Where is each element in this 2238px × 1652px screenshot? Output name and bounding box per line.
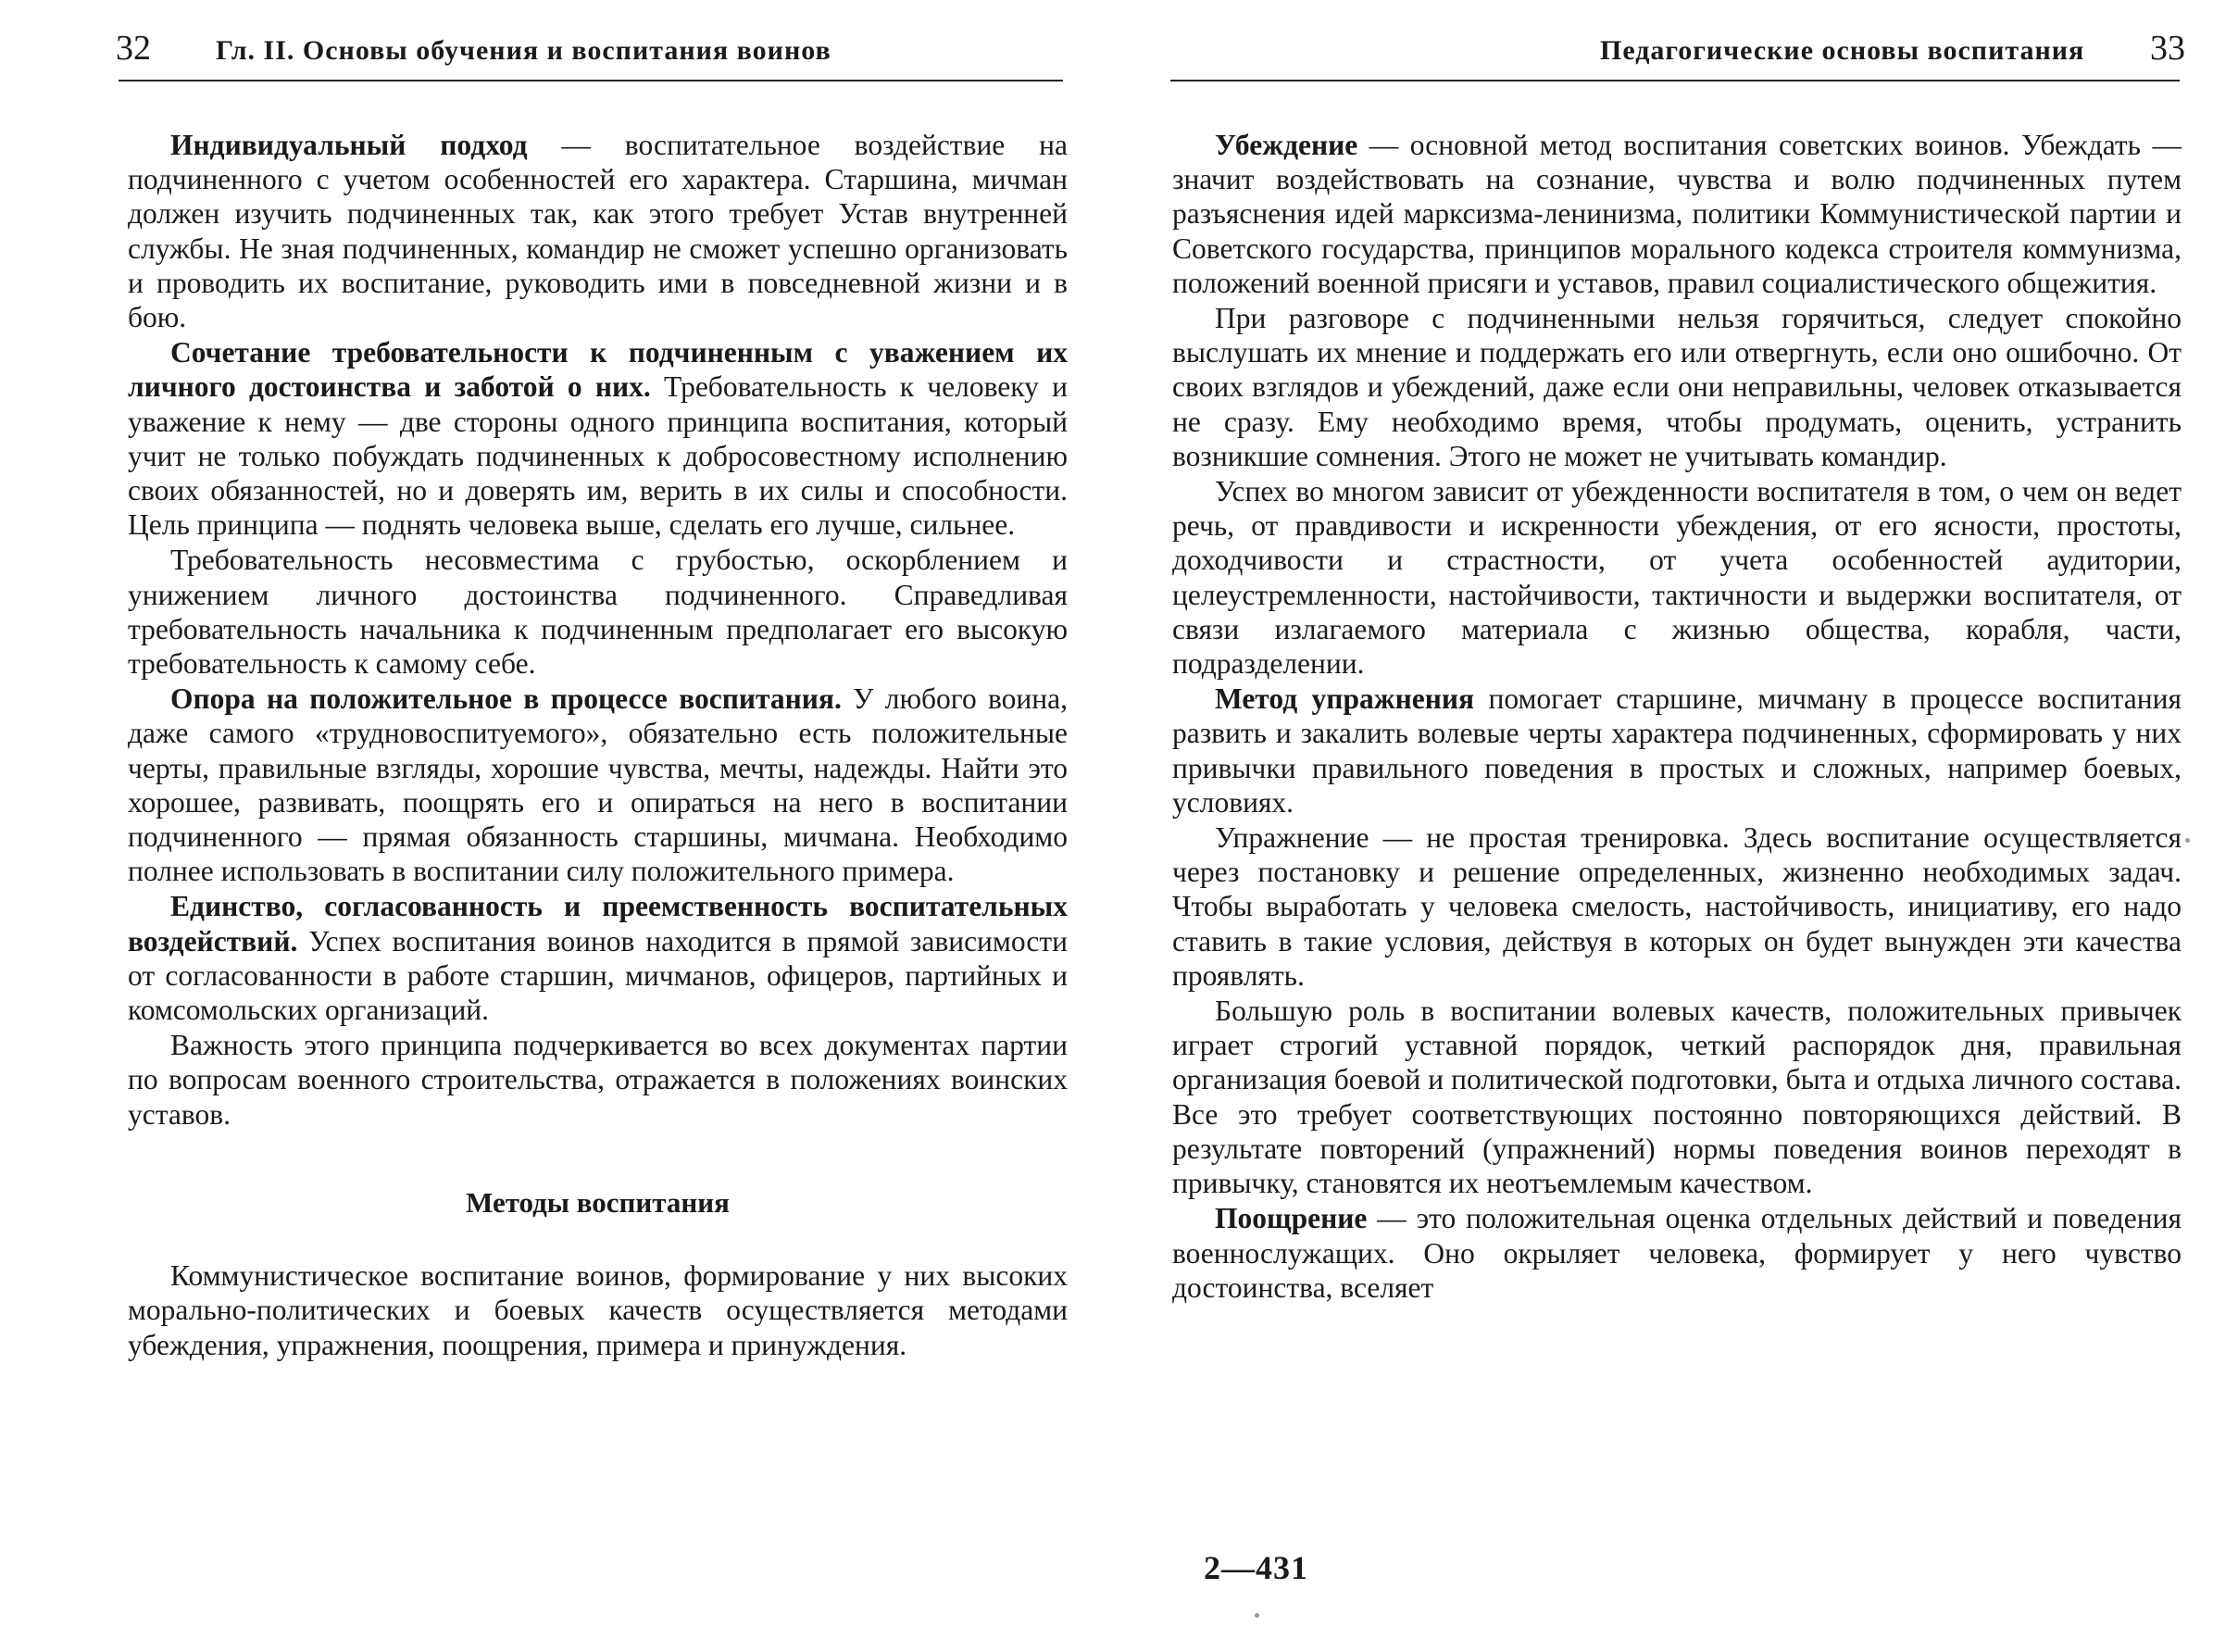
paragraph (1172, 682, 2182, 820)
paragraph-text: Важность этого принципа подчеркивается во всех документах партии по вопросам военного строительства, отражается в положениях воинских уставов. (128, 1029, 1068, 1131)
left-header-rule (119, 80, 1063, 81)
paragraph (1172, 994, 2182, 1200)
paragraph-lead: Сочетание требовательности к подчиненным с уважением их личного достоинства и заботой о них. (128, 336, 1068, 404)
paragraph (1172, 128, 2182, 300)
paragraph-text: Успех воспитания воинов находится в прямой зависимости от согласованности в работе старшин, мичманов, офицеров, партийных и комсомольских организаций. (128, 924, 1068, 1027)
right-page-number: 33 (2150, 29, 2185, 68)
left-running-head (116, 28, 1077, 74)
paragraph-text: — это положительная оценка отдельных действий и поведения военнослужащих. Оно окрыляет человека, формирует у него чувство достоинства, вселяет (1172, 1202, 2182, 1304)
paragraph (128, 543, 1068, 681)
paragraph-lead: Поощрение (1215, 1202, 1368, 1235)
left-page-number: 32 (116, 29, 151, 68)
paragraph (1172, 474, 2182, 681)
paragraph (128, 1028, 1068, 1132)
paragraph-text: У любого воина, даже самого «трудновоспитуемого», обязательно есть положительные черты, правильные взгляды, хорошие чувства, мечты, надежды. Найти это хорошее, развивать, поощрять его и опираться на него в воспитании подчиненного — прямая обязанность старшины, мичмана. Необходимо полнее использовать в воспитании силу положительного примера. (128, 682, 1068, 888)
left-text-block (128, 128, 1068, 1363)
left-running-title: Гл. II. Основы обучения и воспитания воинов (216, 35, 831, 66)
paragraph-lead: Индивидуальный подход (170, 129, 528, 161)
right-running-head (1174, 28, 2185, 74)
paragraph (128, 682, 1068, 888)
paragraph (128, 335, 1068, 542)
section-heading: Методы воспитания (466, 1185, 730, 1219)
paragraph (1172, 1201, 2182, 1305)
paragraph-lead: Опора на положительное в процессе воспитания. (170, 682, 842, 716)
paragraph-text: При разговоре с подчиненными нельзя горячиться, следует спокойно выслушать их мнение и поддержать его или отвергнуть, если оно ошибочно. От своих взглядов и убеждений, даже если они неправильны, человек отказывается не сразу. Ему необходимо время, чтобы продумать, оценить, устранить возникшие сомнения. Этого не может не учитывать командир. (1172, 302, 2182, 472)
paragraph-lead: Убеждение (1215, 129, 1358, 161)
paragraph-text: Требовательность несовместима с грубостью, оскорблением и унижением личного достоинства подчиненного. Справедливая требовательность начальника к подчиненным предполагает его высокую требовательность к самому себе. (128, 544, 1068, 681)
paragraph-text: Большую роль в воспитании волевых качеств, положительных привычек играет строгий уставной порядок, четкий распорядок дня, правильная организация боевой и политической подготовки, быта и отдыха личного состава. Все это требует соответствующих постоянно повторяющихся действий. В результате повторений (упражнений) нормы поведения воинов переходят в привычку, становятся их неотъемлемым качеством. (1172, 995, 2182, 1200)
paragraph-lead: Метод упражнения (1215, 682, 1475, 716)
paragraph-lead: Единство, согласованность и преемственность воспитательных воздействий. (128, 890, 1068, 957)
right-page (1119, 0, 2238, 1652)
paragraph (128, 889, 1068, 1027)
right-text-block (1172, 128, 2182, 1306)
paragraph-text: помогает старшине, мичману в процессе воспитания развить и закалить волевые черты характера подчиненных, сформировать у них привычки правильного поведения в простых и сложных, например боевых, условиях. (1172, 682, 2182, 819)
closing-paragraph: Коммунистическое воспитание воинов, формирование у них высоких морально-политических и боевых качеств осуществляется методами убеждения, упражнения, поощрения, примера и принуждения. (128, 1259, 1068, 1361)
paragraph-text: — воспитательное воздействие на подчиненного с учетом особенностей его характера. Старшина, мичман должен изучить подчиненных так, как этого требует Устав внутренней службы. Не зная подчиненных, командир не сможет успешно организовать и проводить их воспитание, руководить ими в повседневной жизни и в бою. (128, 129, 1068, 334)
printer-signature: 2—431 (1204, 1549, 1308, 1586)
paragraph (1172, 820, 2182, 993)
paragraph-text: Успех во многом зависит от убежденности воспитателя в том, о чем он ведет речь, от правдивости и искренности убеждения, от его ясности, простоты, доходчивости и страстности, от учета особенностей аудитории, целеустремленности, настойчивости, тактичности и выдержки воспитателя, от связи излагаемого материала с жизнью общества, корабля, части, подразделении. (1172, 475, 2182, 681)
paragraph-text: Требовательность к человеку и уважение к нему — две стороны одного принципа воспитания, который учит не только побуждать подчиненных к добросовестному исполнению своих обязанностей, но и доверять им, верить в их силы и способности. Цель принципа — поднять человека выше, сделать его лучше, сильнее. (128, 370, 1068, 542)
right-header-rule (1170, 80, 2180, 81)
print-speck (1255, 1613, 1259, 1618)
print-speck (2185, 838, 2190, 843)
paragraph (128, 128, 1068, 334)
paragraph-text: Упражнение — не простая тренировка. Здесь воспитание осуществляется через постановку и решение определенных, жизненно необходимых задач. Чтобы выработать у человека смелость, настойчивость, инициативу, его надо ставить в такие условия, действуя в которых он будет вынужден эти качества проявлять. (1172, 821, 2182, 992)
paragraph-text: — основной метод воспитания советских воинов. Убеждать — значит воздействовать на сознание, чувства и волю подчиненных путем разъяснения идей марксизма-ленинизма, политики Коммунистической партии и Советского государства, принципов морального кодекса строителя коммунизма, положений военной присяги и уставов, правил социалистического общежития. (1172, 129, 2182, 299)
paragraph (1172, 301, 2182, 473)
right-running-title: Педагогические основы воспитания (1600, 35, 2085, 66)
